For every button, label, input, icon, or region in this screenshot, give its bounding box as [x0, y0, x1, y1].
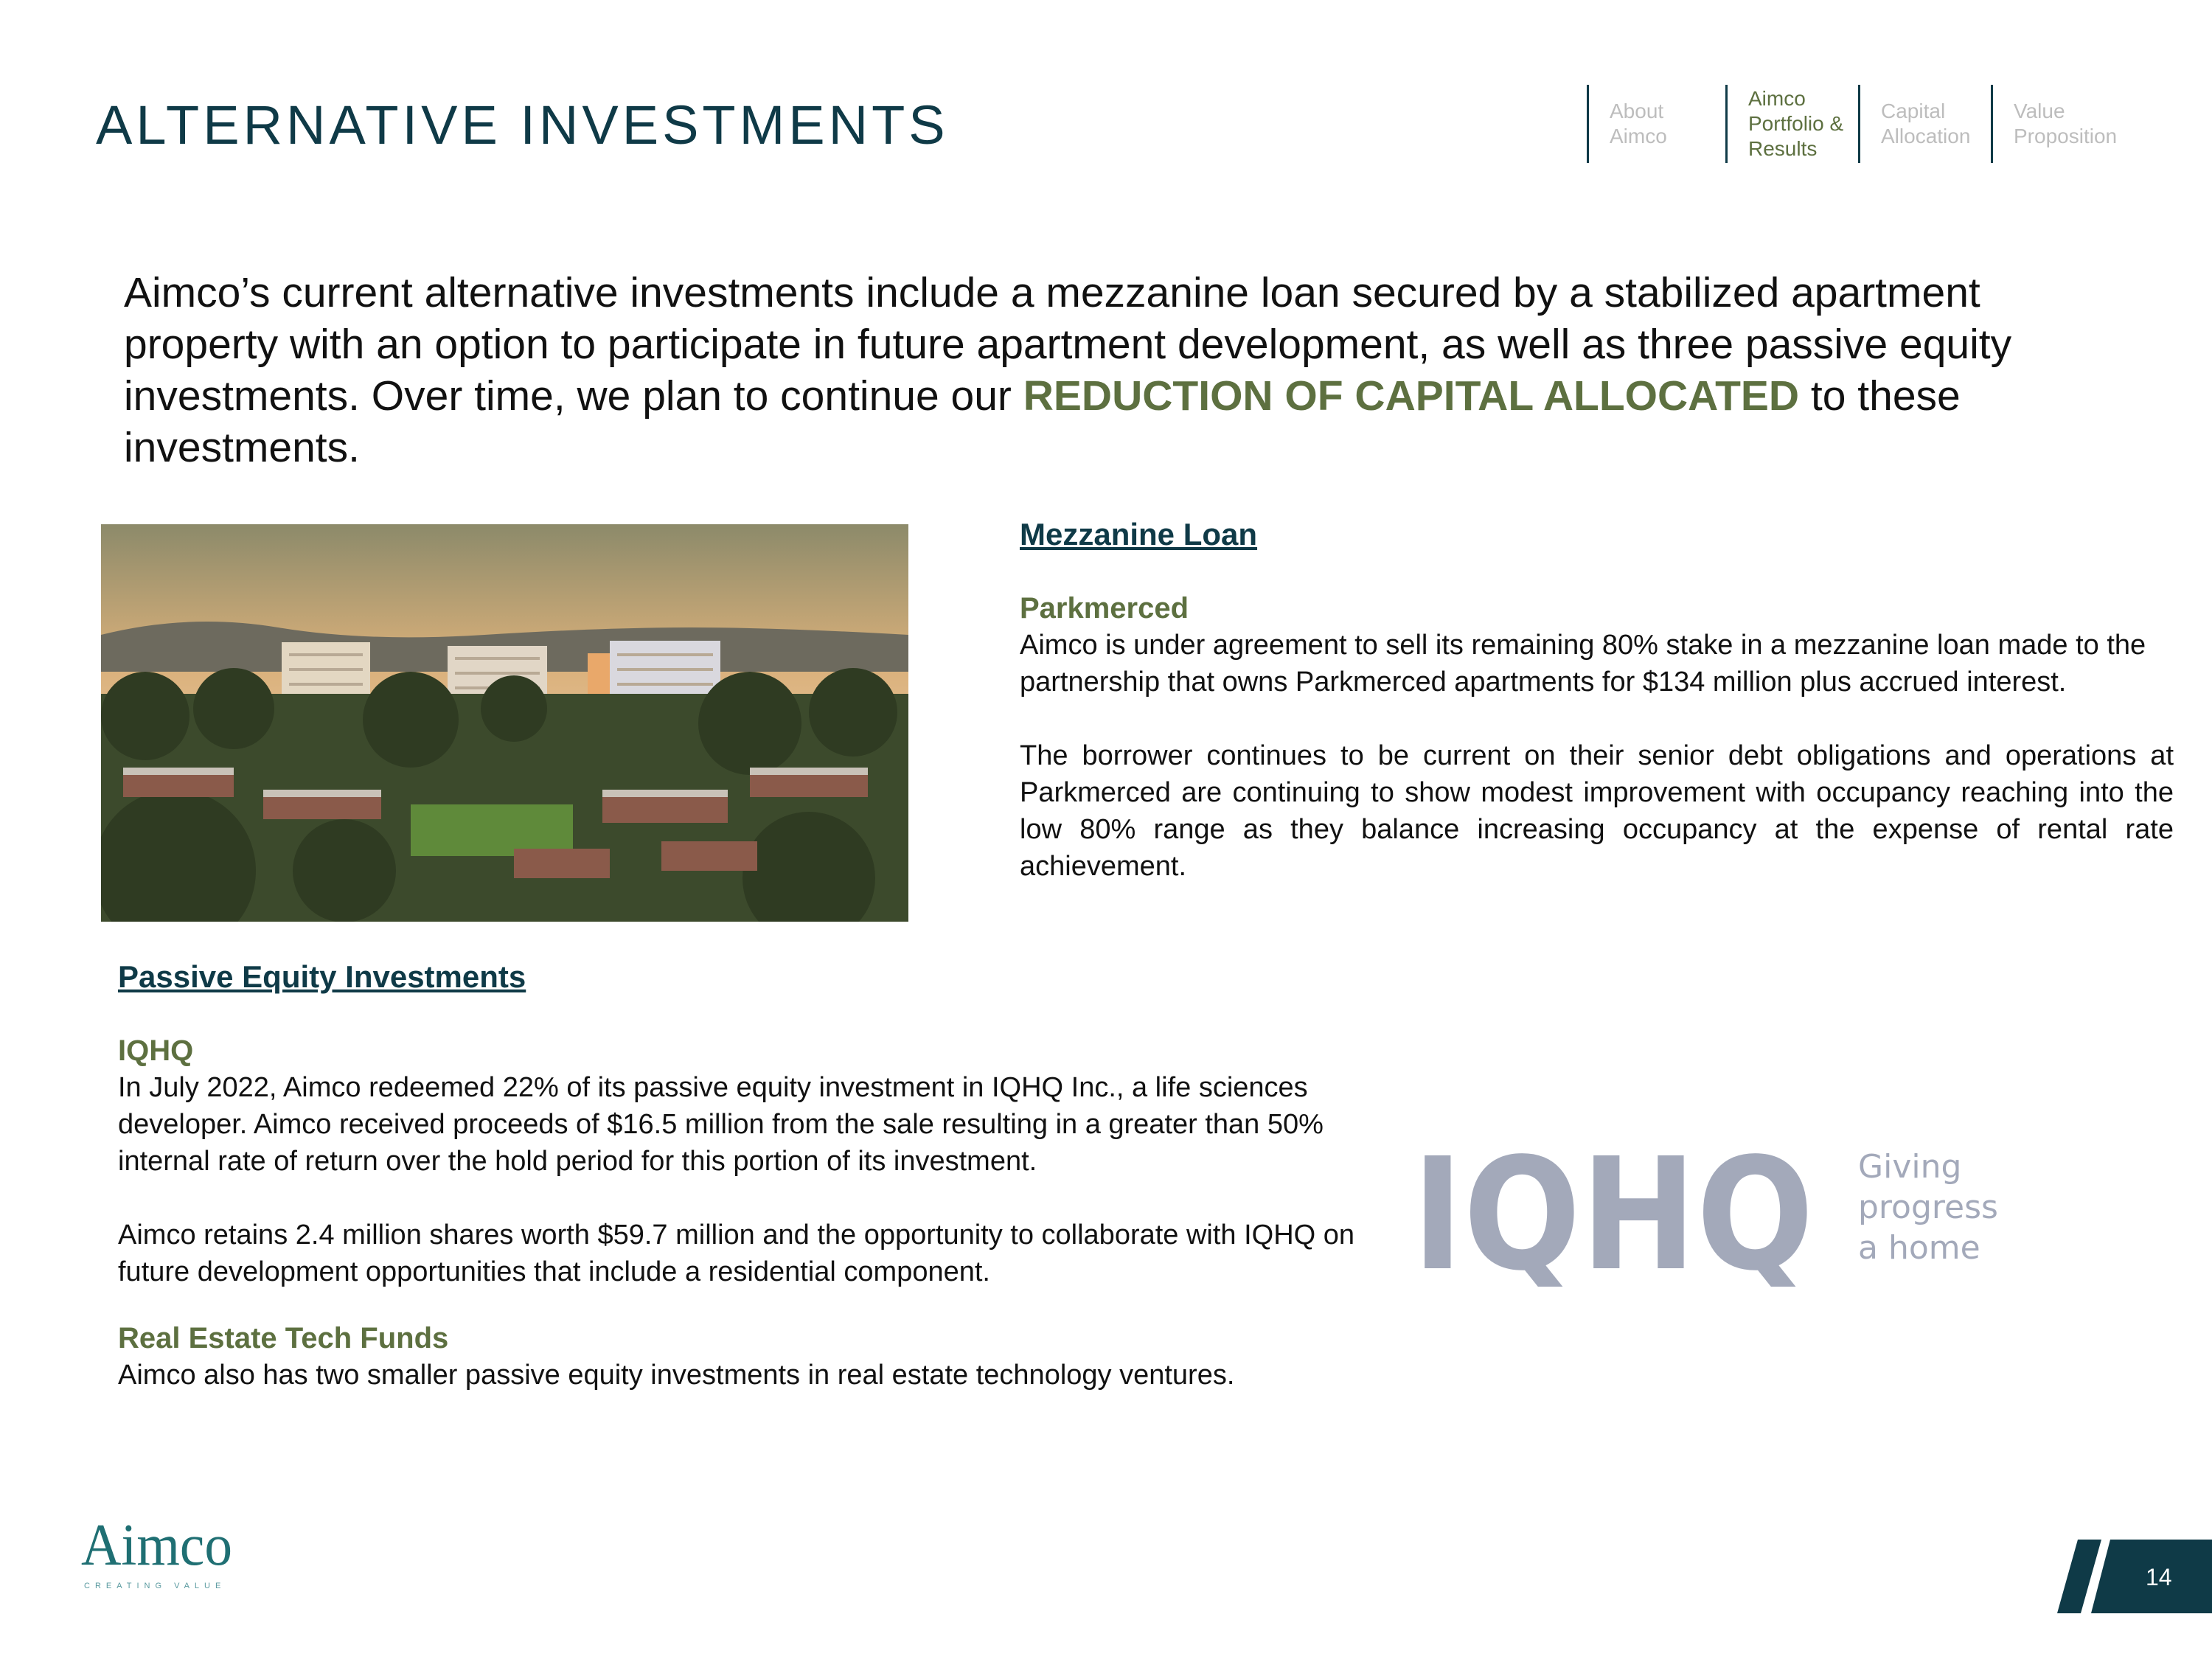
iqhq-heading: IQHQ	[118, 1034, 194, 1067]
mezzanine-paragraph-2: The borrower continues to be current on their senior debt obligations and operations at Parkmerced are continuing to show modest improvement with occupancy reaching into the low 80% range as they balance increasing occupancy at the expense of rental rate achievement.	[1020, 740, 2174, 882]
iqhq-tagline-1: Giving	[1858, 1148, 1962, 1186]
mezzanine-section	[1020, 516, 2174, 885]
iqhq-tagline-3: a home	[1858, 1229, 1980, 1267]
nav-aimco-portfolio-results[interactable]	[1725, 85, 1865, 163]
aimco-logo	[80, 1513, 242, 1594]
intro-paragraph	[124, 267, 2129, 473]
intro-highlight: REDUCTION OF CAPITAL ALLOCATED	[1023, 372, 1800, 420]
parkmerced-photo	[101, 524, 908, 922]
intro-text-after: to these investments.	[124, 372, 1961, 471]
nav-capital-allocation[interactable]	[1858, 85, 1998, 163]
page-number: 14	[2146, 1564, 2172, 1590]
tech-funds-heading: Real Estate Tech Funds	[118, 1322, 449, 1354]
tech-funds-paragraph: Aimco also has two smaller passive equity investments in real estate technology ventures.	[118, 1360, 1235, 1391]
nav-label: About Aimco	[1610, 100, 1667, 147]
page-number-badge	[2057, 1540, 2212, 1613]
nav-label: Aimco Portfolio & Results	[1748, 87, 1844, 160]
nav-label: Value Proposition	[2014, 100, 2118, 147]
mezzanine-heading: Mezzanine Loan	[1020, 517, 1258, 552]
iqhq-wordmark: IQHQ	[1412, 1139, 1814, 1287]
iqhq-tagline-2: progress	[1858, 1189, 1998, 1226]
parkmerced-heading: Parkmerced	[1020, 592, 1189, 625]
passive-equity-section	[118, 959, 1386, 1394]
passive-equity-heading: Passive Equity Investments	[118, 959, 526, 994]
iqhq-paragraph-2: Aimco retains 2.4 million shares worth $59.7 million and the opportunity to collaborate with IQHQ on future development opportunities that include a residential component.	[118, 1220, 1355, 1287]
mezzanine-paragraph-1: Aimco is under agreement to sell its remaining 80% stake in a mezzanine loan made to the partnership that owns Parkmerced apartments for $134 million plus accrued interest.	[1020, 630, 2146, 698]
iqhq-logo	[1412, 1139, 2017, 1287]
iqhq-paragraph-1: In July 2022, Aimco redeemed 22% of its passive equity investment in IQHQ Inc., a life sciences developer. Aimco received proceeds of $16.5 million from the sale resulting in a greater than 50% internal rate of return over the hold period for this portion of its investment.	[118, 1072, 1324, 1177]
nav-label: Capital Allocation	[1881, 100, 1971, 147]
aimco-tagline: CREATING VALUE	[84, 1582, 226, 1590]
intro-text-before: Aimco’s current alternative investments include a mezzanine loan secured by a stabilized apartment property with an option to participate in future apartment development, as well as three passive equity investments. Over time, we plan to continue our	[124, 269, 2012, 420]
nav-value-proposition[interactable]	[1991, 85, 2146, 163]
page-title: ALTERNATIVE INVESTMENTS	[96, 94, 949, 156]
nav-about-aimco[interactable]	[1587, 85, 1727, 163]
aimco-wordmark: Aimco	[81, 1513, 232, 1578]
